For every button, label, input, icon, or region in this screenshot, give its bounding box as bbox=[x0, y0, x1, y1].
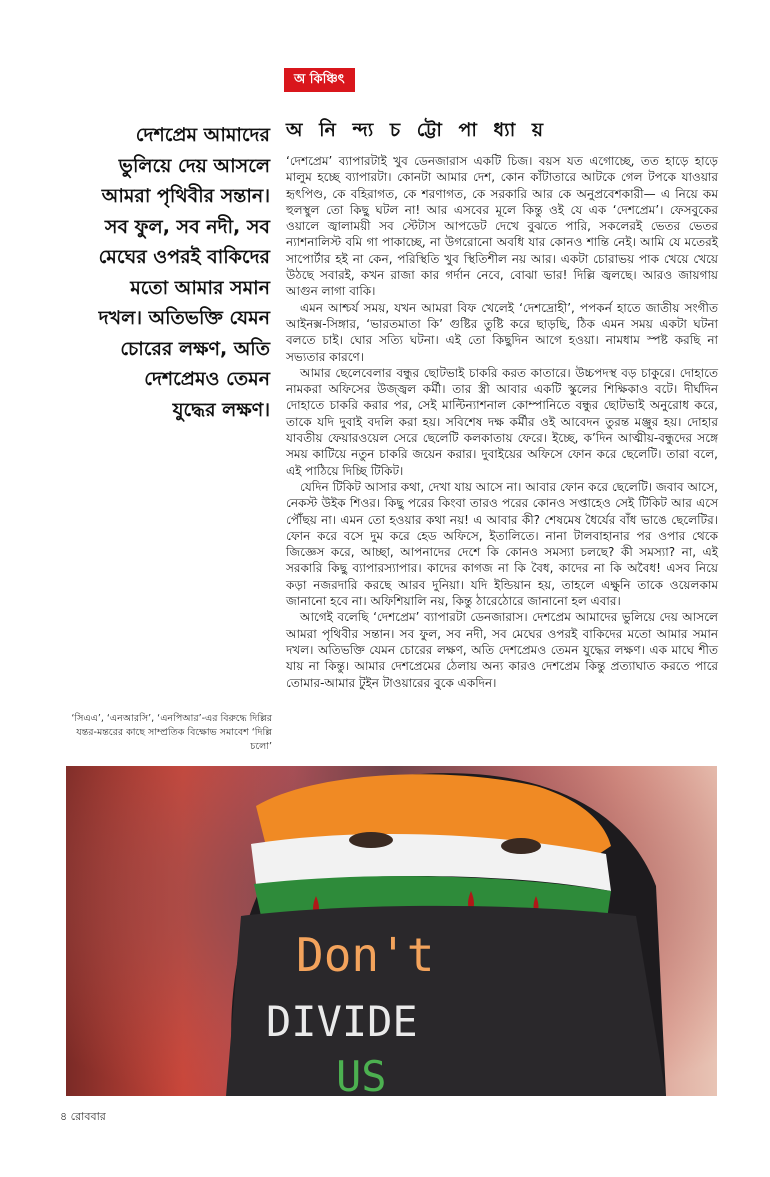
pull-quote-line: দেশপ্রেমও তেমন bbox=[144, 368, 270, 390]
article-paragraph: আগেই বলেছি ‘দেশপ্রেম’ ব্যাপারটা ডেনজারাস। দেশপ্রেম আমাদের ভুলিয়ে দেয় আসলে আমরা পৃথিবীর সন্তান। সব ফুল, সব নদী, সব মেঘের ওপরই বাকিদের মতো আমার সমান দখল। অতিভক্তি যেমন চোরের লক্ষণ, অতি দেশপ্রেমও তেমন যুদ্ধের লক্ষণ। এক মাঘে শীত যায় না কিন্তু। আমার দেশপ্রেমের ঠেলায় অন্য কারও দেশপ্রেম কিন্তু প্রত্যাঘাত করতে পারে তোমার-আমার টুইন টাওয়ারের বুকে একদিন। bbox=[286, 610, 718, 690]
mask-text-us: US bbox=[336, 1052, 387, 1096]
pull-quote-line: দখল। অতিভক্তি যেমন bbox=[98, 307, 270, 329]
pull-quote-line: চোরের লক্ষণ, অতি bbox=[120, 337, 270, 360]
pull-quote-line: মতো আমার সমান bbox=[130, 276, 270, 299]
protester-illustration bbox=[66, 766, 717, 1096]
article-paragraph: এমন আশ্চর্য সময়, যখন আমরা বিফ খেলেই ‘দেশদ্রোহী’, পপকর্ন হাতে জাতীয় সংগীত আইনক্স-সিঙ্গার, ‘ভারতমাতা কি’ গুষ্টির তুষ্টি করে ছাড়ছি, ঠিক এমন সময় একটা ঘটনা বলতে চাই। ঘোর সত্যি ঘটনা। এই তো কিছুদিন আগে হওয়া। নামধাম স্পষ্ট করছি না সভ্যতার কারণে। bbox=[286, 300, 718, 364]
author-byline: অ নি ন্দ্য চ ট্টো পা ধ্যা য় bbox=[286, 119, 549, 141]
page-footer: ৪ রোববার bbox=[60, 1110, 106, 1123]
mask-text-divide: DIVIDE bbox=[266, 997, 418, 1046]
pull-quote-line: ভুলিয়ে দেয় আসলে bbox=[118, 154, 270, 177]
pull-quote-line: সব ফুল, সব নদী, সব bbox=[104, 215, 270, 238]
photo-caption: ‘সিএএ’, ‘এনআরসি’, ‘এনপিআর’-এর বিরুদ্ধে দিল্লির যন্তর-মন্তরের কাছে সাম্প্রতিক বিক্ষোভ সমাবেশ ‘দিল্লি চলো’ bbox=[71, 713, 272, 752]
article-paragraph: যেদিন টিকিট আসার কথা, দেখা যায় আসে না। আবার ফোন করে ছেলেটি। জবাব আসে, নেকস্ট উইক শিওর। কিছু পরের কিংবা তারও পরের কোনও সপ্তাহেও সেই টিকিট আর এসে পৌঁছয় না। এমন তো হওয়ার কথা নয়! এ আবার কী? শেষমেষ ধৈর্যের বাঁধ ভাঙে ছেলেটির। ফোন করে বসে দুম করে হেড অফিসে, ইতালিতে। নানা টালবাহানার পর ওপার থেকে জিজ্ঞেস করে, আচ্ছা, আপনাদের দেশে কি কোনও সমস্যা চলছে? কী সমস্যা? না, এই সরকারি কিছু ব্যাপারস্যাপার। কাদের কাগজ না কি বৈধ, কাদের না কি অবৈধ! এসব নিয়ে কড়া নজরদারি করছে আরব দুনিয়া। যদি ইন্ডিয়ান হয়, তাহলে এক্ষুনি তাকে ওয়েলকাম জানানো হবে না। অফিশিয়ালি নয়, কিন্তু ঠারেঠোরে জানানো হল এবার। bbox=[286, 479, 718, 609]
article-paragraph: আমার ছেলেবেলার বন্ধুর ছোটভাই চাকরি করত কাতারে। উচ্চপদস্থ বড় চাকুরে। দোহাতে নামকরা অফিসের উজ্জ্বল কর্মী। তার স্ত্রী আবার একটি স্কুলের শিক্ষিকাও বটে। দীর্ঘদিন দোহাতে চাকরি করার পর, সেই মাল্টিন্যাশনাল কোম্পানিতে বন্ধুর ছোটভাই অনুরোধ করে, তাকে যদি দুবাই বদলি করা হয়। সবিশেষ দক্ষ কর্মীর ওই আবেদন তুরন্ত মঞ্জুর হয়। দোহার যাবতীয় ফেয়ারওয়েল সেরে ছেলেটি কলকাতায় ফেরে। ইচ্ছে, ক’দিন আত্মীয়-বন্ধুদের সঙ্গে সময় কাটিয়ে নতুন চাকরি জয়েন করার। দুবাইয়ের অফিসে ফোন করে ছেলেটি। তারা বলে, এই পাঠিয়ে দিচ্ছি টিকিট। bbox=[286, 365, 718, 478]
pull-quote-line: দেশপ্রেম আমাদের bbox=[135, 124, 270, 146]
pull-quote bbox=[60, 120, 270, 425]
pull-quote-line: আমরা পৃথিবীর সন্তান। bbox=[101, 185, 270, 207]
article-body bbox=[286, 153, 718, 691]
pull-quote-line: যুদ্ধের লক্ষণ। bbox=[172, 398, 270, 421]
article-paragraph: ‘দেশপ্রেম’ ব্যাপারটাই খুব ডেনজারাস একটি চিজ। বয়স যত এগোচ্ছে, তত হাড়ে হাড়ে মালুম হচ্ছে ব্যাপারটা। কোনটা আমার দেশ, কোন কাঁটাতারে আটকে গেল টপকে যাওয়ার হৃৎপিণ্ড, কে বহিরাগত, কে শরণাগত, কে সরকারি আর কে অনুপ্রবেশকারী— এ নিয়ে কম হুলস্থুল তো কিছু ঘটল না! আর এসবের মূলে কিন্তু ওই যে এক ‘দেশপ্রেম’। ফেসবুকের ওয়ালে জ্বালাময়ী সব স্টেটাস আপডেট দেখে বুঝতে পারি, সকলেরই ভেতর ভেতর ন্যাশনালিস্ট বমি গা পাকাচ্ছে, না উগরোনো অবধি যার কোনও শান্তি নেই। আমি যে মতেরই সাপোর্টার হই না কেন, পরিস্থিতি খুব স্থিতিশীল নয় আর। একটা চোরাভয় পাক খেয়ে খেয়ে উঠছে সবারই, কখন রাজা কার গর্দান নেবে, বোঝা ভার! দিল্লি জ্বলছে। আরও জায়গায় আগুন লাগা বাকি। bbox=[286, 154, 718, 299]
protest-photo bbox=[66, 766, 717, 1096]
pull-quote-line: মেঘের ওপরই বাকিদের bbox=[98, 246, 270, 268]
mask-text-dont: Don't bbox=[296, 928, 435, 982]
section-tag: অ কিঞ্চিৎ bbox=[284, 68, 355, 92]
